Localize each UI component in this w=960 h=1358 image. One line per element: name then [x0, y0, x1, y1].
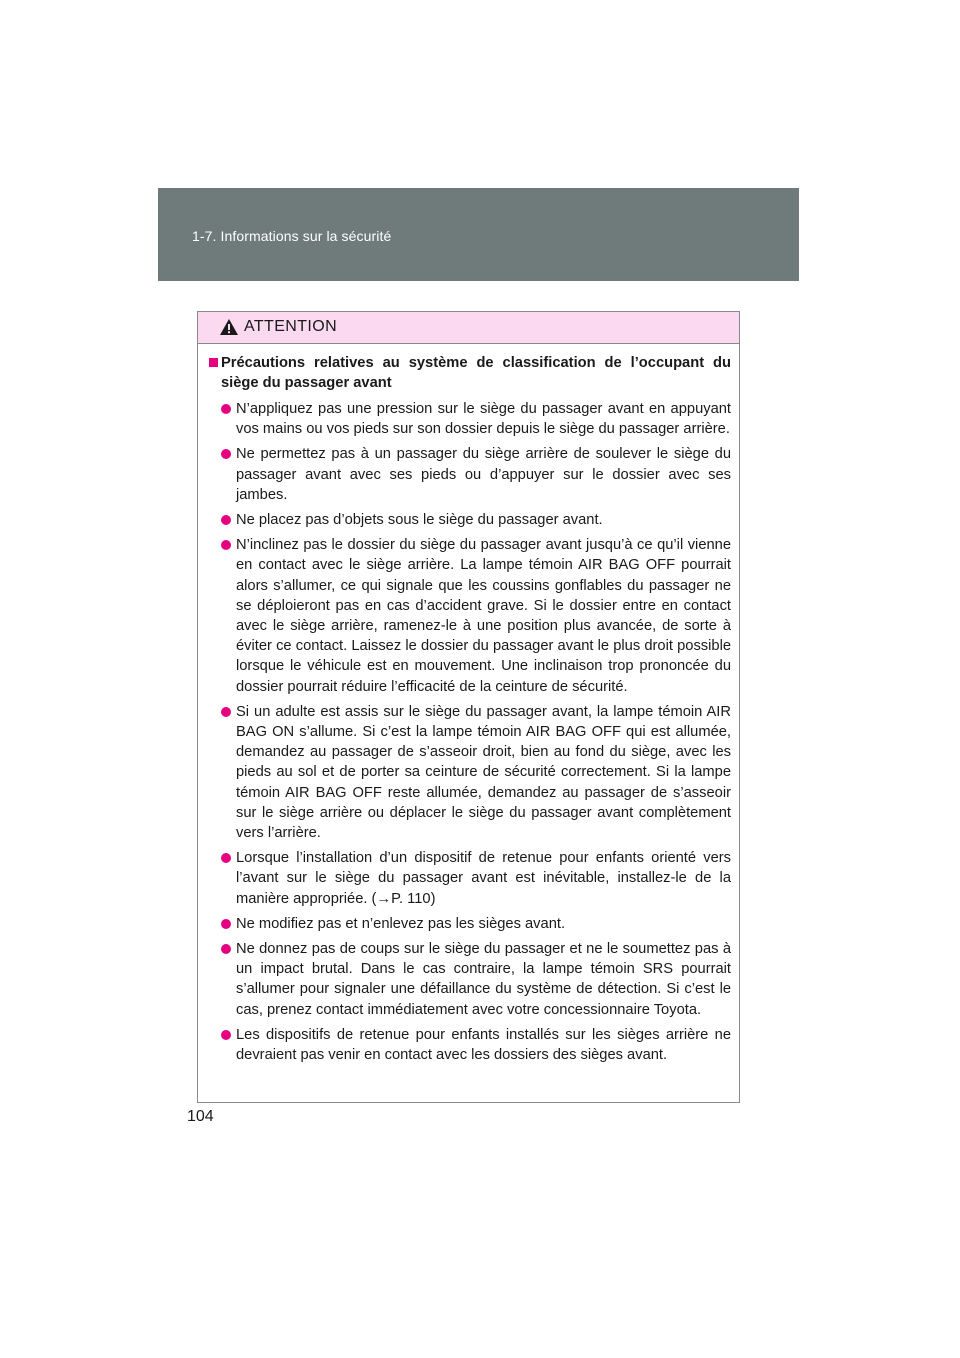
warning-body — [198, 344, 739, 1065]
list-item-text: Les dispositifs de retenue pour enfants installés sur les sièges arrière ne devraient pas venir en contact avec les dossiers des sièges avant. — [236, 1026, 731, 1064]
list-item — [221, 914, 731, 934]
circle-bullet-icon — [221, 1030, 231, 1040]
circle-bullet-icon — [221, 404, 231, 414]
circle-bullet-icon — [221, 944, 231, 954]
list-item-text: Ne donnez pas de coups sur le siège du passager et ne le soumettez pas à un impact brutal. Dans le cas contraire, la lampe témoin SRS pourrait s’allumer pour signaler une défaillance du système de détection. Si c’est le cas, prenez contact immédiatement avec votre concessionnaire Toyota. — [236, 941, 731, 1018]
warning-header — [198, 312, 739, 344]
list-item — [221, 510, 731, 530]
circle-bullet-icon — [221, 449, 231, 459]
section-title: 1-7. Informations sur la sécurité — [192, 228, 392, 244]
list-item — [221, 702, 731, 843]
list-item — [221, 939, 731, 1020]
page-number: 104 — [187, 1108, 214, 1125]
list-item-text: Lorsque l’installation d’un dispositif de retenue pour enfants orienté vers l’avant sur le siège du passager avant est inévitable, installez-le de la manière appropriée. (→P. 110) — [236, 850, 731, 907]
circle-bullet-icon — [221, 540, 231, 550]
list-item-text: Ne permettez pas à un passager du siège arrière de soulever le siège du passager avant avec ses pieds ou d’appuyer sur le dossier avec ses jambes. — [236, 446, 731, 503]
warning-topic-text: Précautions relatives au système de classification de l’occupant du siège du passager avant — [221, 355, 731, 391]
list-item — [221, 535, 731, 697]
list-item-text: N’appliquez pas une pression sur le siège du passager avant en appuyant vos mains ou vos pieds sur son dossier depuis le siège du passager arrière. — [236, 401, 731, 438]
section-header-band — [158, 188, 799, 281]
list-item — [221, 444, 731, 505]
list-item-text: Ne modifiez pas et n’enlevez pas les sièges avant. — [236, 915, 566, 932]
list-item-text: Si un adulte est assis sur le siège du passager avant, la lampe témoin AIR BAG ON s’allume. Si c’est la lampe témoin AIR BAG OFF qui est allumée, demandez au passager de s’asseoir droit, bien au fond du siège, avec les pieds au sol et de porter sa ceinture de sécurité correctement. Si la lampe témoin AIR BAG OFF reste allumée, demandez au passager de s’asseoir sur le siège arrière ou déplacer le siège du passager avant complètement vers l’arrière. — [236, 703, 731, 842]
warning-topic — [209, 353, 731, 393]
list-item — [221, 1025, 731, 1065]
square-bullet-icon — [209, 358, 218, 367]
circle-bullet-icon — [221, 707, 231, 717]
circle-bullet-icon — [221, 853, 231, 863]
warning-triangle-icon — [219, 318, 239, 336]
warning-title: ATTENTION — [244, 318, 338, 335]
list-item-text: Ne placez pas d’objets sous le siège du passager avant. — [236, 512, 603, 529]
list-item — [221, 399, 731, 439]
circle-bullet-icon — [221, 515, 231, 525]
list-item-text: N’inclinez pas le dossier du siège du passager avant jusqu’à ce qu’il vienne en contact avec le siège arrière. La lampe témoin AIR BAG OFF pourrait alors s’allumer, ce qui signale que les coussins gonflables du passager ne se déploieront pas en cas d’accident grave. Si le dossier entre en contact avec le siège arrière, ramenez-le à une position plus avancée, de sorte à éviter ce contact. Laissez le dossier du passager avant le plus droit possible lorsque le véhicule est en mouvement. Une inclinaison trop prononcée du dossier pourrait réduire l’efficacité de la ceinture de sécurité. — [236, 537, 731, 695]
list-item — [221, 848, 731, 909]
circle-bullet-icon — [221, 919, 231, 929]
warning-box — [197, 311, 740, 1103]
